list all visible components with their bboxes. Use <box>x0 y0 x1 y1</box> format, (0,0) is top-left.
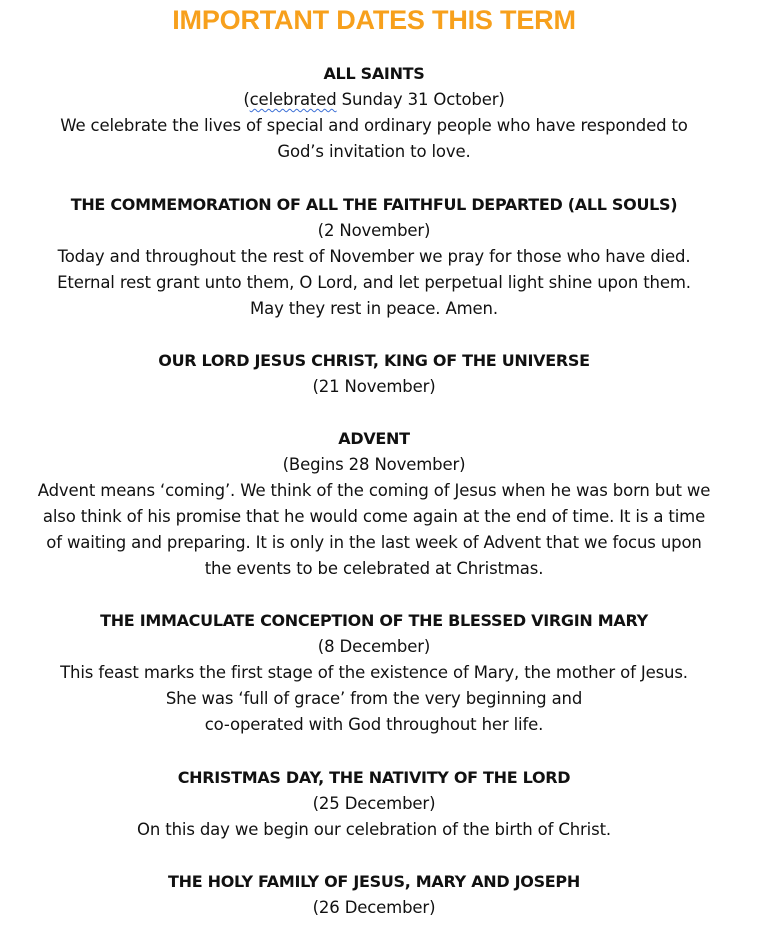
section-heading: THE COMMEMORATION OF ALL THE FAITHFUL DEPARTED (ALL SOULS) <box>70 195 678 214</box>
section-heading: THE HOLY FAMILY OF JESUS, MARY AND JOSEPH <box>168 872 580 891</box>
section-text-line: co-operated with God throughout her life. <box>204 715 544 734</box>
section-christ-the-king <box>0 348 748 400</box>
section-heading: CHRISTMAS DAY, THE NATIVITY OF THE LORD <box>177 768 571 787</box>
section-text-line: This feast marks the first stage of the existence of Mary, the mother of Jesus. <box>60 663 688 682</box>
page-title: IMPORTANT DATES THIS TERM <box>172 5 576 35</box>
section-heading: OUR LORD JESUS CHRIST, KING OF THE UNIVERSE <box>158 351 590 370</box>
section-date: (21 November) <box>312 377 436 396</box>
section-heading: ALL SAINTS <box>323 64 425 83</box>
section-immaculate-conception <box>0 608 748 738</box>
section-date: (8 December) <box>317 637 431 656</box>
section-text-line: the events to be celebrated at Christmas. <box>204 559 544 578</box>
section-text-line: She was ‘full of grace’ from the very beginning and <box>165 689 583 708</box>
section-text-line: God’s invitation to love. <box>277 142 471 161</box>
section-text-line: Eternal rest grant unto them, O Lord, and let perpetual light shine upon them. <box>57 273 691 292</box>
section-heading: THE IMMACULATE CONCEPTION OF THE BLESSED VIRGIN MARY <box>100 611 648 630</box>
section-date: (Begins 28 November) <box>282 455 466 474</box>
spellcheck-flagged-word: celebrated <box>249 90 337 109</box>
date-rest: Sunday 31 October) <box>336 90 505 109</box>
section-text-line: also think of his promise that he would come again at the end of time. It is a time <box>42 507 706 526</box>
section-heading: ADVENT <box>338 429 410 448</box>
date-open-paren: ( <box>243 90 250 109</box>
section-text-line: Today and throughout the rest of November we pray for those who have died. <box>57 247 691 266</box>
section-text-line: May they rest in peace. Amen. <box>250 299 498 318</box>
section-date: (26 December) <box>312 898 436 917</box>
section-text-line: of waiting and preparing. It is only in the last week of Advent that we focus upon <box>46 533 702 552</box>
section-text-line: We celebrate the lives of special and ordinary people who have responded to <box>60 116 688 135</box>
section-date: (2 November) <box>317 221 431 240</box>
section-date <box>0 87 748 113</box>
section-holy-family <box>0 869 748 921</box>
section-text-line: On this day we begin our celebration of the birth of Christ. <box>137 820 611 839</box>
section-all-saints <box>0 61 748 165</box>
section-advent <box>0 426 748 582</box>
section-christmas-day <box>0 765 748 843</box>
section-text-line: Advent means ‘coming’. We think of the coming of Jesus when he was born but we <box>37 481 711 500</box>
section-date: (25 December) <box>312 794 436 813</box>
section-all-souls <box>0 192 748 322</box>
